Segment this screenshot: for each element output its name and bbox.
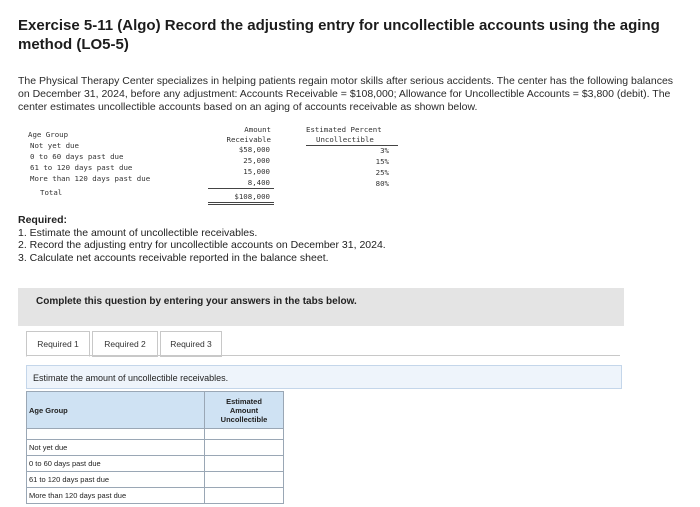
aging-row-pct: 3%: [380, 146, 389, 155]
instruction-panel: [18, 288, 624, 326]
estimated-amount-input[interactable]: [205, 472, 284, 488]
required-item: 3. Calculate net accounts receivable reported in the balance sheet.: [18, 251, 329, 264]
tab-instruction: Estimate the amount of uncollectible receivables.: [26, 365, 622, 389]
aging-col-pct-1: Estimated Percent: [306, 125, 382, 134]
answer-col-age: Age Group: [27, 392, 205, 429]
answer-col-est-3: Uncollectible: [220, 414, 268, 424]
aging-col-age: Age Group: [28, 130, 69, 139]
aging-total-amount: $108,000: [234, 192, 270, 201]
answer-table: [26, 391, 284, 504]
answer-row-label: Not yet due: [27, 440, 205, 456]
estimated-amount-input[interactable]: [205, 456, 284, 472]
aging-row-amount: $58,000: [238, 145, 270, 154]
exercise-title: Exercise 5-11 (Algo) Record the adjusting entry for uncollectible accounts using the aging method (LO5-5): [18, 17, 660, 53]
table-row: [27, 472, 284, 488]
required-item: 1. Estimate the amount of uncollectible receivables.: [18, 226, 258, 239]
aging-col-pct-2: Uncollectible: [316, 135, 374, 144]
estimated-amount-input[interactable]: [205, 488, 284, 504]
aging-row-age: 0 to 60 days past due: [30, 152, 124, 161]
tab-required-3[interactable]: Required 3: [160, 331, 222, 357]
problem-intro: The Physical Therapy Center specializes in helping patients regain motor skills after serious accidents. The center has the following balances on December 31, 2024, before any adjustment: Accounts Receivable = $108,000; Allowance for Uncollectible Accounts = $3,800 (debit). The center estimates uncollectible accounts based on an aging of accounts receivable as shown below.: [18, 75, 674, 113]
tab-divider: [26, 355, 620, 356]
aging-row-pct: 80%: [375, 179, 389, 188]
answer-row-label: 61 to 120 days past due: [27, 472, 205, 488]
answer-row-label: 0 to 60 days past due: [27, 456, 205, 472]
aging-row-amount: 8,400: [247, 178, 270, 187]
aging-col-amount-1: Amount: [244, 125, 271, 134]
aging-row-age: 61 to 120 days past due: [30, 163, 133, 172]
required-heading: Required:: [18, 214, 68, 226]
tab-required-1[interactable]: Required 1: [26, 331, 90, 357]
answer-col-estimated: [205, 392, 284, 429]
aging-total-label: Total: [40, 188, 63, 197]
panel-text: Complete this question by entering your answers in the tabs below.: [36, 296, 357, 307]
tab-required-2[interactable]: Required 2: [92, 331, 158, 357]
required-item: 2. Record the adjusting entry for uncollectible accounts on December 31, 2024.: [18, 239, 386, 251]
aging-row-amount: 25,000: [243, 156, 270, 165]
answer-col-est-1: Estimated: [226, 396, 262, 406]
table-row: [27, 488, 284, 504]
aging-row-amount: 15,000: [243, 167, 270, 176]
aging-row-pct: 15%: [375, 157, 389, 166]
answer-col-est-2: Amount: [229, 405, 259, 415]
aging-schedule: [28, 124, 418, 204]
table-row: [27, 440, 284, 456]
aging-row-age: More than 120 days past due: [30, 174, 151, 183]
answer-row-label: More than 120 days past due: [27, 488, 205, 504]
required-section: [18, 214, 386, 264]
aging-row-pct: 25%: [375, 168, 389, 177]
estimated-amount-input[interactable]: [205, 440, 284, 456]
table-row: [27, 456, 284, 472]
aging-col-amount-2: Receivable: [226, 135, 271, 144]
aging-row-age: Not yet due: [30, 141, 79, 150]
